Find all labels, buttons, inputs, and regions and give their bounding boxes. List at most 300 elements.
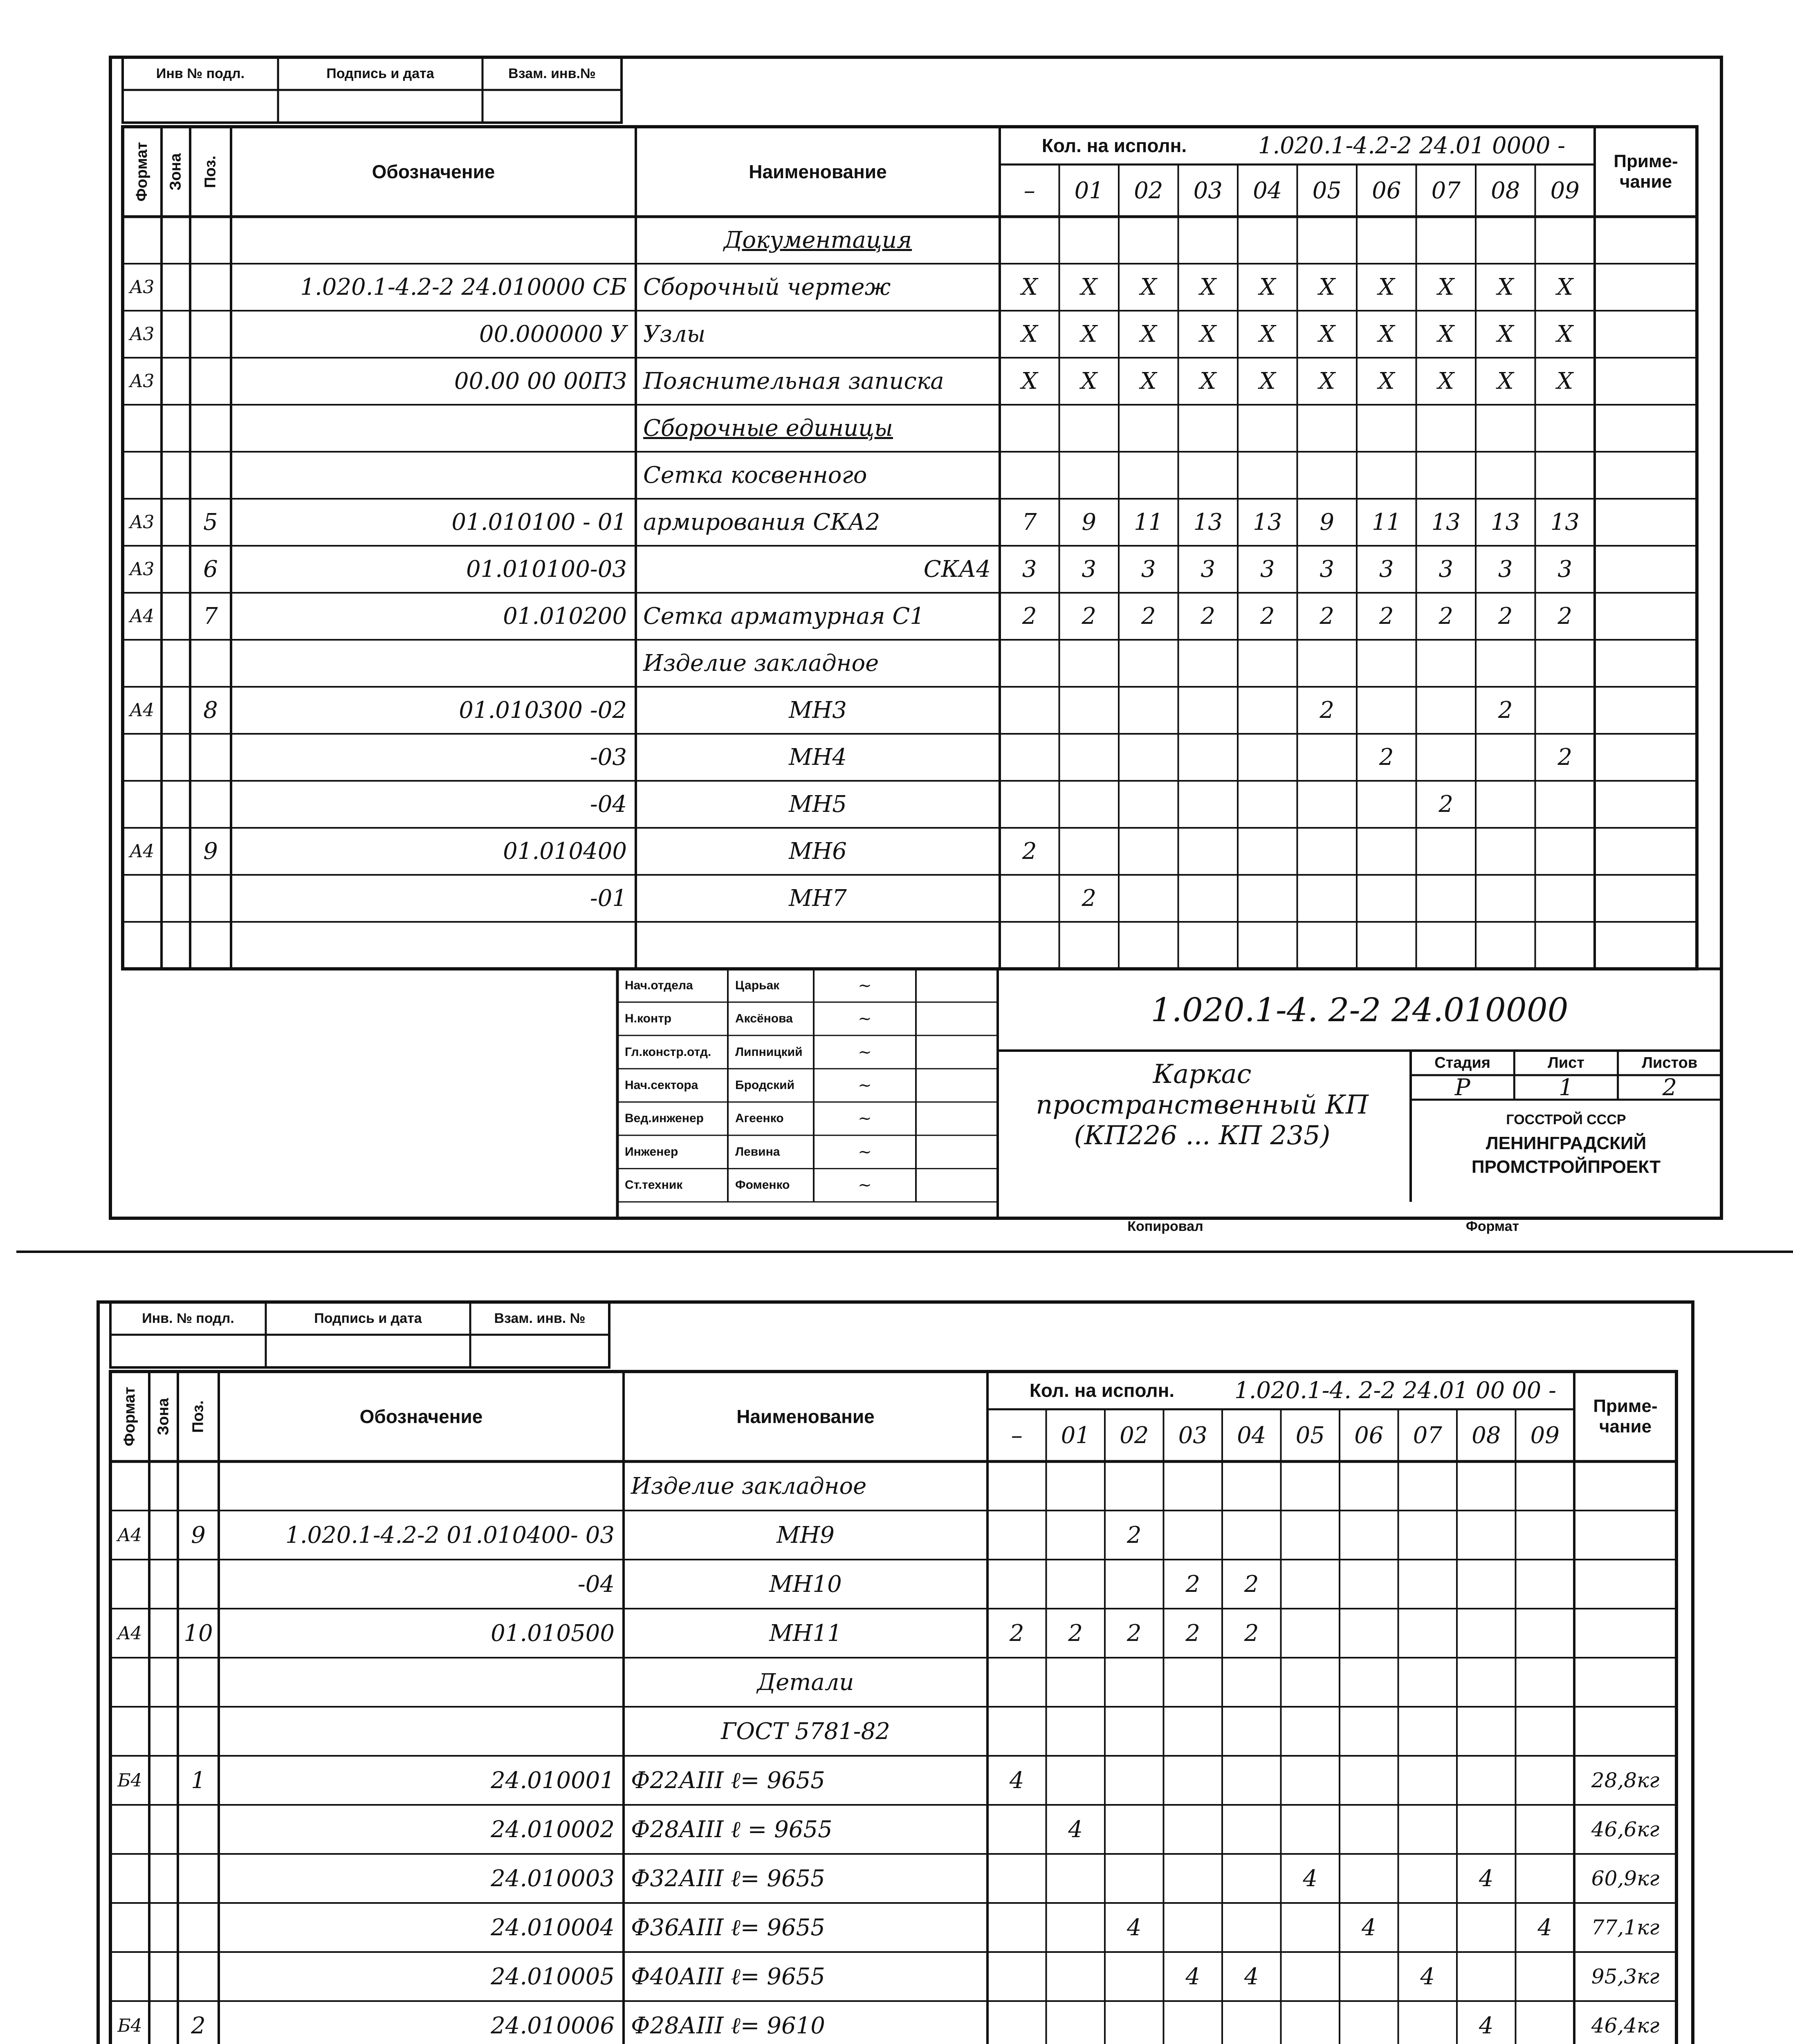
row-quantity: [1238, 922, 1297, 969]
row-quantity: [1340, 1952, 1398, 2001]
row-quantity: [1398, 1707, 1457, 1756]
row-note: [1595, 875, 1697, 922]
row-name: Пояснительная записка: [643, 368, 944, 394]
row-quantity: [1476, 875, 1535, 922]
row-quantity: 2: [1022, 603, 1037, 630]
row-quantity: X: [1557, 368, 1573, 394]
row-note: [1595, 687, 1697, 734]
row-quantity: 4: [1479, 2012, 1494, 2039]
person-name: Бродский: [735, 1078, 795, 1092]
header-pos: Поз.: [189, 1400, 207, 1433]
row-quantity: 3: [1082, 556, 1097, 583]
row-zone: [162, 640, 190, 687]
row-format: [123, 781, 162, 828]
row-quantity: [1457, 1952, 1516, 2001]
row-quantity: [1297, 828, 1357, 875]
row-quantity: 3: [1141, 556, 1156, 583]
row-quantity: [1222, 1756, 1281, 1805]
row-format: Б4: [117, 2015, 142, 2036]
row-quantity: [1119, 405, 1178, 452]
row-pos: [190, 405, 231, 452]
header-zone: Зона: [167, 153, 184, 191]
row-note: 95,3кг: [1591, 1965, 1660, 1988]
header-zone: Зона: [155, 1398, 172, 1435]
row-quantity: [1297, 875, 1357, 922]
row-quantity: [1119, 217, 1178, 264]
row-quantity: [1457, 1609, 1516, 1658]
row-name: МН3: [789, 697, 847, 724]
row-zone: [149, 1707, 178, 1756]
row-format: [110, 1805, 149, 1854]
row-designation: 01.010100-03: [466, 556, 627, 583]
row-designation: -04: [577, 1571, 615, 1598]
row-name: Документация: [723, 227, 912, 253]
row-format: [110, 1461, 149, 1511]
row-quantity: [1222, 1854, 1281, 1903]
row-quantity: 13: [1491, 509, 1520, 536]
row-quantity: [1357, 828, 1416, 875]
row-quantity: [1046, 1756, 1105, 1805]
row-quantity: [1281, 1707, 1340, 1756]
row-designation: 24.010004: [491, 1914, 615, 1941]
row-quantity: X: [1319, 274, 1335, 300]
row-quantity: X: [1021, 368, 1038, 394]
row-zone: [162, 217, 190, 264]
row-quantity: [1281, 1658, 1340, 1707]
row-quantity: [1105, 1560, 1164, 1609]
row-quantity: [1238, 405, 1297, 452]
row-note: [1595, 405, 1697, 452]
row-quantity: 2: [1244, 1620, 1259, 1647]
header-variant: 08: [1491, 177, 1520, 204]
header-variant: 06: [1372, 177, 1401, 204]
row-quantity: [1340, 1707, 1398, 1756]
row-designation: 00.00 00 00ПЗ: [454, 368, 627, 394]
stamp-vzam: Взам. инв.№: [508, 65, 596, 81]
row-quantity: [1416, 734, 1476, 781]
row-quantity: 2: [1082, 603, 1097, 630]
row-quantity: [1516, 1461, 1575, 1511]
stamp-inv: Инв № подл.: [156, 65, 245, 81]
row-pos: 8: [203, 697, 218, 724]
row-quantity: [987, 1707, 1046, 1756]
person-signature-icon: ~: [858, 1076, 872, 1095]
row-quantity: [1164, 1511, 1223, 1560]
row-quantity: [1516, 1854, 1575, 1903]
row-format: [123, 405, 162, 452]
row-quantity: [1516, 1658, 1575, 1707]
row-quantity: [1000, 405, 1059, 452]
row-quantity: X: [1438, 274, 1454, 300]
row-quantity: [1105, 1805, 1164, 1854]
row-note: [1595, 499, 1697, 546]
row-quantity: [1297, 452, 1357, 499]
person-role: Вед.инженер: [625, 1112, 704, 1125]
row-note: 46,6кг: [1591, 1818, 1660, 1841]
row-quantity: 3: [1379, 556, 1394, 583]
row-quantity: 2: [1244, 1571, 1259, 1598]
row-quantity: [1000, 687, 1059, 734]
row-designation: 1.020.1-4.2-2 01.010400- 03: [285, 1522, 615, 1549]
row-name: Изделие закладное: [631, 1472, 867, 1499]
row-designation: 01.010300 -02: [459, 697, 627, 724]
person-name: Левина: [735, 1145, 780, 1159]
row-note: [1574, 1658, 1676, 1707]
stamp-vzam: Взам. инв. №: [494, 1310, 586, 1326]
row-designation: [219, 1658, 624, 1707]
row-note: 46,4кг: [1591, 2014, 1660, 2037]
row-designation: -04: [590, 791, 627, 818]
row-quantity: X: [1021, 274, 1038, 300]
row-quantity: [1119, 922, 1178, 969]
row-quantity: X: [1497, 321, 1514, 347]
row-quantity: 2: [1379, 744, 1394, 771]
row-quantity: [1046, 1658, 1105, 1707]
row-name: Ф22АIII ℓ= 9655: [631, 1767, 825, 1794]
header-name: Наименование: [736, 1406, 875, 1427]
title-stage-label: Стадия: [1434, 1054, 1491, 1071]
row-name: МН5: [789, 791, 847, 818]
row-quantity: [1222, 1903, 1281, 1952]
row-quantity: [1000, 922, 1059, 969]
row-note: [1574, 1511, 1676, 1560]
format-label: Формат: [1465, 1218, 1519, 1234]
row-zone: [162, 311, 190, 358]
row-quantity: 9: [1320, 509, 1335, 536]
row-quantity: [1416, 217, 1476, 264]
row-zone: [162, 687, 190, 734]
row-quantity: [1059, 828, 1119, 875]
row-quantity: 3: [1022, 556, 1037, 583]
row-quantity: [1119, 734, 1178, 781]
row-quantity: 2: [1557, 744, 1573, 771]
header-quantity: Кол. на исполн.: [1029, 1380, 1175, 1401]
header-designation: Обозначение: [359, 1406, 483, 1427]
row-format: [110, 1952, 149, 2001]
row-quantity: X: [1319, 368, 1335, 394]
row-quantity: X: [1140, 274, 1157, 300]
row-format: Б4: [117, 1770, 142, 1791]
row-quantity: [1119, 687, 1178, 734]
row-zone: [162, 828, 190, 875]
row-quantity: [1105, 1854, 1164, 1903]
row-quantity: [1178, 734, 1238, 781]
row-quantity: [1476, 452, 1535, 499]
row-pos: 1: [191, 1767, 206, 1794]
row-designation: [231, 922, 636, 969]
row-quantity: [1535, 828, 1595, 875]
person-name: Агеенко: [735, 1112, 784, 1125]
row-name: Сетка арматурная С1: [643, 603, 925, 630]
row-name: МН10: [769, 1571, 842, 1598]
row-quantity: [1164, 1854, 1223, 1903]
title-line: пространственный КП: [1036, 1089, 1369, 1120]
row-pos: [190, 452, 231, 499]
row-quantity: 11: [1134, 509, 1163, 536]
row-quantity: [1340, 1658, 1398, 1707]
row-zone: [149, 2001, 178, 2044]
row-quantity: [1457, 1461, 1516, 1511]
row-quantity: [1281, 1756, 1340, 1805]
header-variant: 03: [1178, 1422, 1207, 1449]
row-quantity: 2: [1009, 1620, 1024, 1647]
row-pos: 9: [203, 838, 218, 865]
row-quantity: 4: [1303, 1865, 1318, 1892]
row-quantity: [1398, 1511, 1457, 1560]
row-name: Ф32АIII ℓ= 9655: [631, 1865, 825, 1892]
row-quantity: [1119, 640, 1178, 687]
person-name: Фоменко: [735, 1178, 790, 1192]
row-quantity: 13: [1193, 509, 1223, 536]
row-note: [1595, 734, 1697, 781]
person-signature-icon: ~: [858, 1109, 872, 1128]
row-quantity: [1281, 1461, 1340, 1511]
row-pos: [190, 875, 231, 922]
row-format: A4: [130, 606, 155, 627]
row-quantity: 13: [1431, 509, 1461, 536]
row-quantity: [987, 1903, 1046, 1952]
row-quantity: X: [1438, 321, 1454, 347]
row-quantity: [1238, 828, 1297, 875]
row-quantity: [1059, 640, 1119, 687]
row-quantity: 2: [1201, 603, 1216, 630]
row-quantity: X: [1200, 368, 1216, 394]
row-name: армирования СКА2: [643, 509, 880, 536]
header-designation: Обозначение: [372, 161, 495, 182]
row-quantity: [1119, 452, 1178, 499]
row-format: [110, 1560, 149, 1609]
row-quantity: 2: [1127, 1522, 1142, 1549]
row-quantity: [1178, 452, 1238, 499]
row-quantity: [1457, 1903, 1516, 1952]
row-format: [110, 1658, 149, 1707]
row-format: A4: [130, 700, 155, 721]
row-designation: 24.010003: [491, 1865, 615, 1892]
row-quantity: [987, 1854, 1046, 1903]
row-note: 28,8кг: [1591, 1768, 1660, 1792]
row-quantity: [1178, 687, 1238, 734]
row-quantity: X: [1259, 274, 1276, 300]
row-quantity: [1516, 1952, 1575, 2001]
header-note: Приме-чание: [1613, 151, 1678, 192]
row-quantity: X: [1378, 274, 1395, 300]
row-quantity: [1516, 1756, 1575, 1805]
header-pos: Поз.: [202, 155, 219, 188]
title-sheets-label: Листов: [1642, 1054, 1698, 1071]
row-name: Узлы: [643, 321, 706, 347]
row-quantity: [1398, 1560, 1457, 1609]
row-name: Сетка косвенного: [643, 462, 867, 489]
row-quantity: [1000, 781, 1059, 828]
row-quantity: X: [1200, 321, 1216, 347]
row-zone: [149, 1609, 178, 1658]
row-quantity: [1535, 687, 1595, 734]
row-quantity: [1281, 1903, 1340, 1952]
row-quantity: [1059, 781, 1119, 828]
row-quantity: [1178, 922, 1238, 969]
row-format: A3: [130, 277, 155, 298]
row-quantity: [1398, 1461, 1457, 1511]
row-format: A4: [117, 1623, 142, 1644]
sheet-2: [0, 1255, 1793, 2044]
header-format: Формат: [121, 1387, 138, 1446]
row-quantity: [1457, 1707, 1516, 1756]
row-zone: [162, 452, 190, 499]
title-sheet-label: Лист: [1548, 1054, 1584, 1071]
row-quantity: [1164, 1658, 1223, 1707]
row-quantity: [1281, 1511, 1340, 1560]
row-quantity: [1476, 405, 1535, 452]
row-quantity: [1046, 1952, 1105, 2001]
row-note: [1574, 1707, 1676, 1756]
title-code: 1.020.1-4. 2-2 24.010000: [1151, 991, 1569, 1029]
row-pos: [190, 358, 231, 405]
row-quantity: X: [1378, 321, 1395, 347]
row-zone: [149, 1903, 178, 1952]
row-pos: 5: [203, 509, 218, 536]
row-quantity: 2: [1127, 1620, 1142, 1647]
row-quantity: X: [1497, 368, 1514, 394]
row-quantity: [1059, 405, 1119, 452]
row-quantity: [987, 1952, 1046, 2001]
row-note: [1595, 781, 1697, 828]
row-quantity: [1046, 1511, 1105, 1560]
row-designation: 01.010500: [491, 1620, 615, 1647]
org-line: ГОССТРОЙ СССР: [1506, 1112, 1626, 1127]
stamp-inv: Инв. № подл.: [142, 1310, 234, 1326]
row-name: Сборочный чертеж: [643, 274, 891, 300]
row-pos: [178, 1952, 219, 2001]
row-quantity: [1178, 828, 1238, 875]
row-quantity: [1516, 1511, 1575, 1560]
row-quantity: X: [1081, 321, 1097, 347]
row-quantity: [1535, 452, 1595, 499]
row-note: [1574, 1560, 1676, 1609]
row-name: Ф28АIII ℓ= 9610: [631, 2012, 825, 2039]
row-quantity: [1238, 640, 1297, 687]
row-quantity: [1105, 1658, 1164, 1707]
row-quantity: 4: [1244, 1963, 1259, 1990]
title-line: (КП226 ... КП 235): [1074, 1120, 1331, 1151]
person-name: Аксёнова: [735, 1012, 793, 1026]
header-note: Приме-чание: [1593, 1396, 1658, 1437]
row-quantity: X: [1200, 274, 1216, 300]
row-quantity: 4: [1479, 1865, 1494, 1892]
row-quantity: 3: [1557, 556, 1573, 583]
row-name: МН6: [789, 838, 847, 865]
row-quantity: [1398, 1903, 1457, 1952]
row-quantity: [1340, 1854, 1398, 1903]
row-quantity: [1357, 640, 1416, 687]
header-variant: 01: [1074, 177, 1104, 204]
row-quantity: [1105, 2001, 1164, 2044]
row-quantity: 11: [1372, 509, 1401, 536]
header-variant: 07: [1413, 1422, 1442, 1449]
row-quantity: [1398, 1609, 1457, 1658]
row-quantity: [1046, 1903, 1105, 1952]
row-quantity: 2: [1379, 603, 1394, 630]
row-quantity: [1516, 2001, 1575, 2044]
row-quantity: 2: [1320, 603, 1335, 630]
row-quantity: [1059, 217, 1119, 264]
title-sheets-value: 2: [1662, 1075, 1677, 1100]
row-name: МН7: [789, 885, 847, 912]
row-format: [110, 1854, 149, 1903]
row-pos: [178, 1560, 219, 1609]
row-quantity: X: [1021, 321, 1038, 347]
row-zone: [162, 781, 190, 828]
row-note: [1595, 311, 1697, 358]
header-variant: 09: [1550, 177, 1580, 204]
person-name: Липницкий: [735, 1045, 803, 1059]
row-quantity: 2: [1498, 697, 1513, 724]
row-pos: [190, 734, 231, 781]
row-quantity: [1297, 217, 1357, 264]
row-quantity: 2: [1438, 791, 1454, 818]
row-quantity: [1000, 452, 1059, 499]
row-quantity: [1516, 1805, 1575, 1854]
org-line: ЛЕНИНГРАДСКИЙ: [1486, 1133, 1647, 1153]
row-quantity: [1457, 1511, 1516, 1560]
row-quantity: [1416, 452, 1476, 499]
row-format: [123, 734, 162, 781]
row-zone: [162, 922, 190, 969]
row-quantity: [1119, 828, 1178, 875]
row-quantity: 3: [1320, 556, 1335, 583]
header-variant: 03: [1193, 177, 1223, 204]
row-quantity: [1357, 781, 1416, 828]
row-zone: [149, 1805, 178, 1854]
row-quantity: 4: [1420, 1963, 1435, 1990]
person-signature-icon: ~: [858, 1142, 872, 1161]
person-signature-icon: ~: [858, 1042, 872, 1062]
person-role: Ст.техник: [625, 1178, 683, 1192]
row-name: Изделие закладное: [643, 650, 879, 677]
row-quantity: [1535, 640, 1595, 687]
row-quantity: [1297, 922, 1357, 969]
row-quantity: 13: [1550, 509, 1580, 536]
row-quantity: [1281, 1560, 1340, 1609]
row-quantity: 2: [1438, 603, 1454, 630]
row-pos: [178, 1805, 219, 1854]
row-quantity: [1340, 1756, 1398, 1805]
row-quantity: [1340, 1461, 1398, 1511]
row-zone: [149, 1511, 178, 1560]
row-quantity: 4: [1127, 1914, 1142, 1941]
row-quantity: [1535, 875, 1595, 922]
row-quantity: [1535, 781, 1595, 828]
row-quantity: X: [1378, 368, 1395, 394]
row-quantity: [1281, 2001, 1340, 2044]
row-quantity: [1222, 1658, 1281, 1707]
row-quantity: [1164, 1805, 1223, 1854]
row-quantity: [1398, 1756, 1457, 1805]
row-quantity: [1297, 405, 1357, 452]
row-designation: [231, 217, 636, 264]
row-pos: [178, 1658, 219, 1707]
row-quantity: 9: [1082, 509, 1097, 536]
row-quantity: [1535, 217, 1595, 264]
row-quantity: [1340, 2001, 1398, 2044]
row-quantity: [1000, 734, 1059, 781]
row-quantity: [1457, 1560, 1516, 1609]
row-format: [123, 452, 162, 499]
row-quantity: [1238, 734, 1297, 781]
row-zone: [162, 875, 190, 922]
row-quantity: [1357, 217, 1416, 264]
row-quantity: [1000, 217, 1059, 264]
row-quantity: 2: [1498, 603, 1513, 630]
